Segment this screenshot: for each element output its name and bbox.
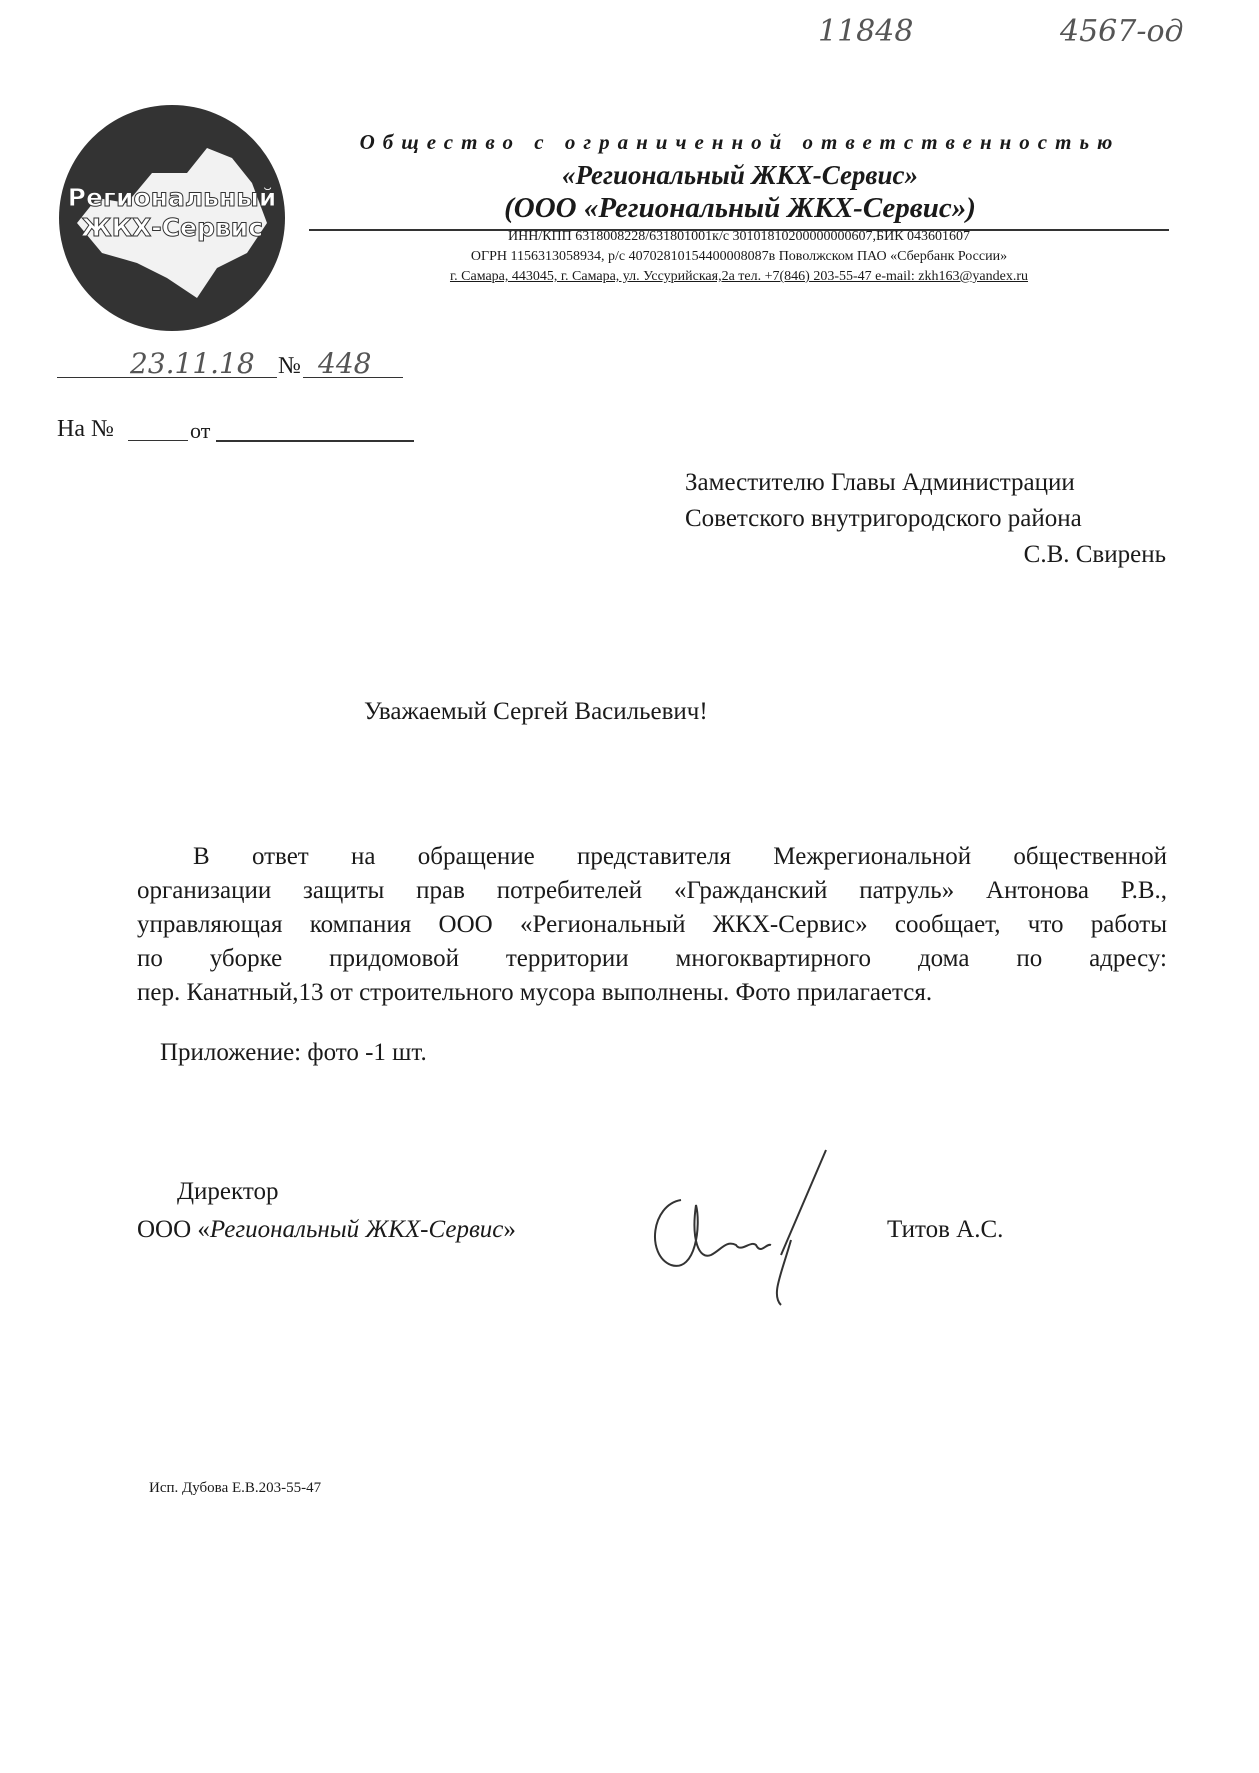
reply-number-blank bbox=[128, 440, 188, 441]
signer-position: Директор bbox=[177, 1178, 279, 1205]
addressee-line-1: Заместителю Главы Администрации bbox=[685, 469, 1075, 496]
logo-line-1: Региональный bbox=[67, 183, 277, 212]
salutation: Уважаемый Сергей Васильевич! bbox=[364, 698, 708, 725]
letterhead-requisites-2: ОГРН 1156313058934, р/с 40702810154400008087в Поволжском ПАО «Сбербанк России» bbox=[470, 249, 1008, 264]
letterhead-org-name: «Региональный ЖКХ-Сервис» bbox=[562, 160, 918, 190]
addressee-line-2: Советского внутригородского района bbox=[685, 505, 1082, 532]
letterhead-org-type: Общество с ограниченной ответственностью bbox=[359, 130, 1121, 154]
outgoing-number-handwritten: 448 bbox=[318, 347, 372, 380]
addressee-line-3: С.В. Свирень bbox=[1023, 541, 1166, 568]
signer-org-prefix: ООО « bbox=[137, 1216, 210, 1243]
signer-name: Титов А.С. bbox=[887, 1216, 1004, 1243]
letterhead-requisites-1: ИНН/КПП 6318008228/631801001к/с 30101810200000000607,БИК 043601607 bbox=[507, 229, 971, 244]
company-logo bbox=[57, 103, 287, 333]
logo-line-2: ЖКХ-Сервис bbox=[80, 213, 264, 242]
body-line-3: управляющая компания ООО «Региональный ЖКХ-Сервис» сообщает, что работы bbox=[137, 911, 1167, 938]
incoming-number-handwritten: 11848 bbox=[818, 14, 914, 49]
signer-org-suffix: » bbox=[503, 1216, 516, 1243]
outgoing-date-handwritten: 23.11.18 bbox=[130, 347, 255, 380]
registration-number-handwritten: 4567-од bbox=[1060, 14, 1184, 49]
letterhead-address: г. Самара, 443045, г. Самара, ул. Уссурийская,2а тел. +7(846) 203-55-47 e-mail: zkh163@yandex.ru bbox=[449, 269, 1029, 284]
number-sign: № bbox=[278, 353, 301, 379]
body-line-2: организации защиты прав потребителей «Гражданский патруль» Антонова Р.В., bbox=[137, 877, 1167, 904]
body-line-4: по уборке придомовой территории многоквартирного дома по адресу: bbox=[137, 945, 1167, 972]
signature-icon bbox=[641, 1145, 841, 1310]
attachment-note: Приложение: фото -1 шт. bbox=[160, 1039, 427, 1066]
reply-from-label: от bbox=[190, 418, 211, 443]
letterhead-org-short: (ООО «Региональный ЖКХ-Сервис») bbox=[504, 192, 976, 224]
executor-note: Исп. Дубова Е.В.203-55-47 bbox=[149, 1480, 322, 1496]
handwritten-signature bbox=[641, 1145, 841, 1310]
reply-number-label: На № bbox=[57, 416, 114, 442]
reply-date-blank bbox=[216, 440, 414, 442]
body-line-5: пер. Канатный,13 от строительного мусора выполнены. Фото прилагается. bbox=[137, 979, 933, 1006]
signer-org-name: Региональный ЖКХ-Сервис bbox=[209, 1216, 504, 1243]
signer-organization bbox=[137, 1216, 516, 1244]
body-line-1: В ответ на обращение представителя Межрегиональной общественной bbox=[193, 843, 1167, 870]
